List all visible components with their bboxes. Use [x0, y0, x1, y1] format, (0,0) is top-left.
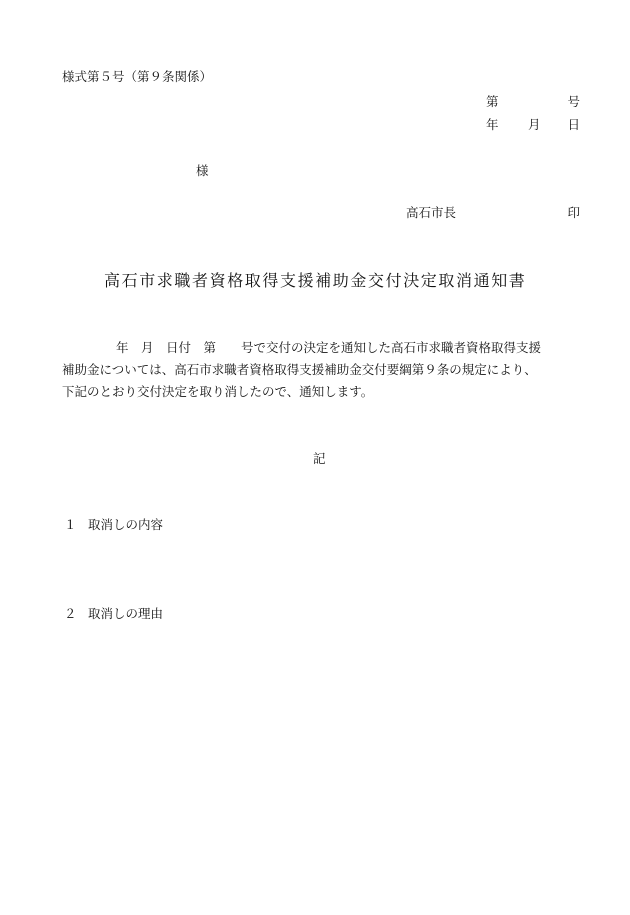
date-day: 日	[567, 117, 580, 132]
item-number: ２	[64, 606, 77, 621]
date-year: 年	[486, 117, 499, 132]
document-title: 高石市求職者資格取得支援補助金交付決定取消通知書	[104, 271, 527, 290]
issuer-name: 高石市長	[406, 205, 457, 220]
item-label: 取消しの内容	[88, 517, 164, 532]
item-label: 取消しの理由	[88, 606, 164, 621]
item-cancellation-content	[64, 517, 163, 534]
number-prefix: 第	[486, 94, 499, 109]
item-cancellation-reason	[64, 606, 163, 623]
ki-heading: 記	[313, 451, 326, 466]
date-month: 月	[528, 117, 541, 132]
addressee-honorific: 様	[196, 163, 209, 178]
number-suffix: 号	[567, 94, 580, 109]
notice-body	[62, 337, 582, 403]
item-number: １	[64, 517, 77, 532]
body-line-3: 下記のとおり交付決定を取り消したので、通知します。	[62, 384, 374, 399]
body-line-2: 補助金については、高石市求職者資格取得支援補助金交付要綱第９条の規定により、	[62, 362, 537, 377]
form-number: 様式第５号（第９条関係）	[62, 69, 213, 84]
body-line-1: 年 月 日付 第 号で交付の決定を通知した高石市求職者資格取得支援	[116, 340, 542, 355]
seal-mark: 印	[567, 205, 580, 220]
